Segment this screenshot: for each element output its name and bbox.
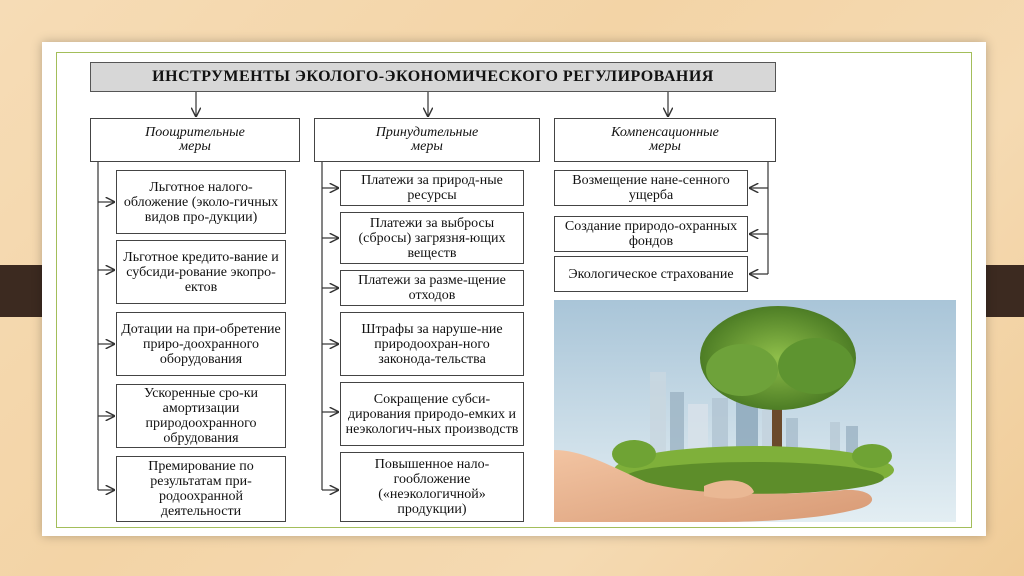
coercive-item-1: Платежи за природ-ные ресурсы	[340, 170, 524, 206]
incentive-item-1: Льготное налого-обложение (эколо-гичных видов про-дукции)	[116, 170, 286, 234]
header-incentive: Поощрительные меры	[90, 118, 300, 162]
slide	[42, 42, 986, 536]
coercive-item-2: Платежи за выбросы (сбросы) загрязня-ющих веществ	[340, 212, 524, 264]
coercive-item-5: Сокращение субси-дирования природо-емких и неэкологич-ных производств	[340, 382, 524, 446]
incentive-item-4: Ускоренные сро-ки амортизации природоохранного обрудования	[116, 384, 286, 448]
incentive-item-2: Льготное кредито-вание и субсиди-рование экопро-ектов	[116, 240, 286, 304]
compensatory-item-1: Возмещение нане-сенного ущерба	[554, 170, 748, 206]
incentive-item-3: Дотации на при-обретение приро-доохранного оборудования	[116, 312, 286, 376]
header-coercive: Принудительные меры	[314, 118, 540, 162]
coercive-item-3: Платежи за разме-щение отходов	[340, 270, 524, 306]
header-compensatory: Компенсационные меры	[554, 118, 776, 162]
incentive-item-5: Премирование по результатам при-родоохранной деятельности	[116, 456, 286, 522]
diagram-title: ИНСТРУМЕНТЫ ЭКОЛОГО-ЭКОНОМИЧЕСКОГО РЕГУЛИРОВАНИЯ	[90, 62, 776, 92]
coercive-item-4: Штрафы за наруше-ние природоохран-ного законода-тельства	[340, 312, 524, 376]
compensatory-item-3: Экологическое страхование	[554, 256, 748, 292]
compensatory-item-2: Создание природо-охранных фондов	[554, 216, 748, 252]
coercive-item-6: Повышенное нало-гообложение («неэкологичной» продукции)	[340, 452, 524, 522]
eco-city-hand-image	[554, 300, 956, 522]
